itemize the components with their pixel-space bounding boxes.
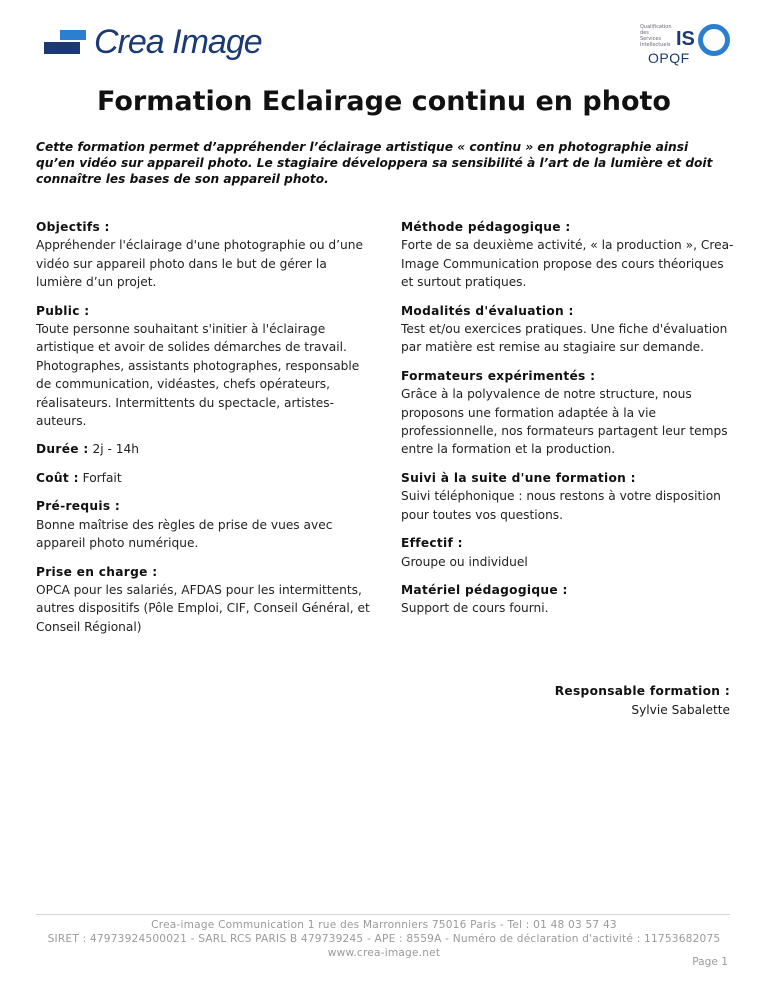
objectifs-label: Objectifs : xyxy=(36,220,110,234)
logo-text: Crea Image xyxy=(94,23,262,61)
page-number: Page 1 xyxy=(692,956,728,968)
formateurs-text: Grâce à la polyvalence de notre structure, nous proposons une formation adaptée à la vie professionnelle, nos formateurs partagent leur temps entre la formation et la production. xyxy=(401,387,728,457)
section-public xyxy=(36,302,372,431)
formateurs-label: Formateurs expérimentés : xyxy=(401,368,596,383)
duree-label: Durée : xyxy=(36,442,89,457)
section-duree xyxy=(36,440,372,458)
page-header xyxy=(0,0,768,80)
section-prerequis xyxy=(36,497,372,552)
isq-opqf-certification-logo xyxy=(640,22,730,66)
public-text: Toute personne souhaitant s'initier à l'éclairage artistique et avoir de solides démarches de travail. Photographes, assistants photographes, responsable de communication, vidéastes, chefs opérateurs, réalisateurs. Intermittents du spectacle, artistes-auteurs. xyxy=(36,322,360,429)
materiel-label: Matériel pédagogique : xyxy=(401,582,568,597)
signature-name: Sylvie Sabalette xyxy=(631,703,730,717)
right-column xyxy=(401,218,737,628)
footer-legal: SIRET : 47973924500021 - SARL RCS PARIS B 479739245 - APE : 8559A - Numéro de déclaration d'activité : 11753682075 xyxy=(47,933,721,945)
section-modalites xyxy=(401,302,737,357)
cout-label: Coût : xyxy=(36,470,79,485)
prise-en-charge-label: Prise en charge : xyxy=(36,564,158,579)
prise-en-charge-text: OPCA pour les salariés, AFDAS pour les intermittents, autres dispositifs (Pôle Emploi, CIF, Conseil Général, et Conseil Régional) xyxy=(36,582,370,634)
duree-text: 2j - 14h xyxy=(92,442,139,457)
intro-paragraph: Cette formation permet d’appréhender l’éclairage artistique « continu » en photographie ainsi qu’en vidéo sur appareil photo. Le stagiaire développera sa sensibilité à l’art de la lumière et doit connaître les bases de son appareil photo. xyxy=(36,140,713,186)
signature-block xyxy=(555,682,730,720)
cert-opqf-text: OPQF xyxy=(648,50,690,66)
section-effectif xyxy=(401,534,737,571)
modalites-label: Modalités d'évaluation : xyxy=(401,303,574,318)
cert-small-text: Qualification des Services Intellectuels xyxy=(640,24,672,48)
footer-address: Crea-image Communication 1 rue des Marronniers 75016 Paris - Tel : 01 48 03 57 43 xyxy=(151,919,617,931)
cert-q-icon xyxy=(698,24,730,56)
page-footer xyxy=(0,918,768,960)
effectif-label: Effectif : xyxy=(401,536,463,551)
left-column xyxy=(36,218,372,646)
methode-text: Forte de sa deuxième activité, « la production », Crea-Image Communication propose des cours théoriques et surtout pratiques. xyxy=(401,238,734,290)
logo-mark-icon xyxy=(44,28,88,56)
materiel-text: Support de cours fourni. xyxy=(401,601,549,616)
signature-label: Responsable formation : xyxy=(554,684,730,698)
modalites-text: Test et/ou exercices pratiques. Une fiche d'évaluation par matière est remise au stagiaire sur demande. xyxy=(401,322,728,355)
effectif-text: Groupe ou individuel xyxy=(401,554,528,569)
suivi-text: Suivi téléphonique : nous restons à votre disposition pour toutes vos questions. xyxy=(401,489,721,522)
page-title: Formation Eclairage continu en photo xyxy=(97,86,671,117)
footer-divider xyxy=(36,914,730,915)
section-prise-en-charge xyxy=(36,563,372,637)
methode-label: Méthode pédagogique : xyxy=(401,220,571,234)
suivi-label: Suivi à la suite d'une formation : xyxy=(401,470,636,485)
prerequis-text: Bonne maîtrise des règles de prise de vues avec appareil photo numérique. xyxy=(36,517,333,551)
footer-website-link[interactable]: www.crea-image.net xyxy=(327,947,441,959)
crea-image-logo xyxy=(44,24,262,60)
public-label: Public : xyxy=(36,303,90,318)
prerequis-label: Pré-requis : xyxy=(36,499,121,514)
section-cout xyxy=(36,469,372,487)
section-materiel xyxy=(401,581,737,618)
cert-is-text: IS xyxy=(676,28,695,50)
section-formateurs xyxy=(401,367,737,459)
section-methode xyxy=(401,218,737,292)
objectifs-text: Appréhender l'éclairage d'une photographie ou d’une vidéo sur appareil photo dans le but de gérer la lumière d’un projet. xyxy=(36,238,363,290)
cout-text: Forfait xyxy=(82,470,122,485)
section-objectifs xyxy=(36,218,372,292)
section-suivi xyxy=(401,469,737,524)
